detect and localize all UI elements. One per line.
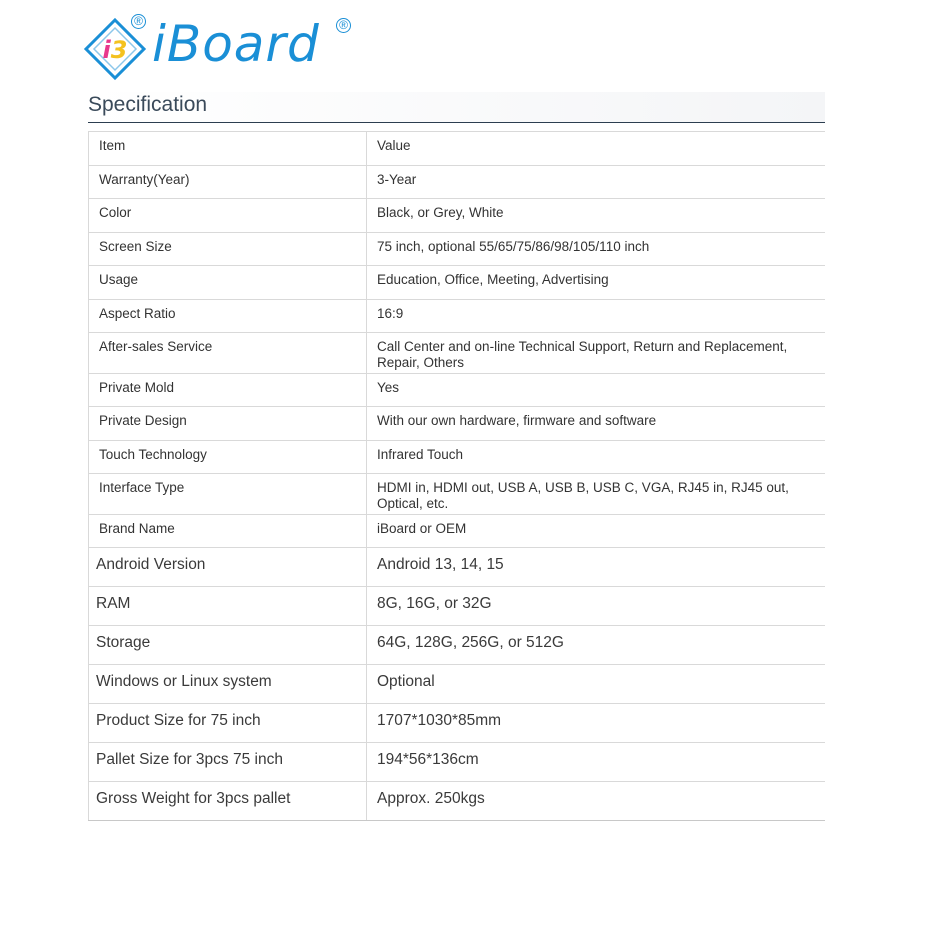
row-item: Private Design — [89, 407, 367, 441]
table-row — [89, 266, 825, 300]
row-value: HDMI in, HDMI out, USB A, USB B, USB C, VGA, RJ45 in, RJ45 out, Optical, etc. — [367, 474, 825, 515]
row-value: Black, or Grey, White — [367, 199, 825, 233]
row-item: RAM — [89, 587, 367, 626]
row-value: iBoard or OEM — [367, 514, 825, 548]
row-value: Approx. 250kgs — [367, 782, 825, 821]
row-value: 194*56*136cm — [367, 743, 825, 782]
section-title: Specification — [88, 93, 208, 116]
row-item: Gross Weight for 3pcs pallet — [89, 782, 367, 821]
row-item: Android Version — [89, 548, 367, 587]
table-row — [89, 232, 825, 266]
brand-name: iBoard — [152, 15, 320, 73]
table-row — [89, 665, 825, 704]
row-value: Education, Office, Meeting, Advertising — [367, 266, 825, 300]
table-row — [89, 407, 825, 441]
row-value: Yes — [367, 373, 825, 407]
row-item: Aspect Ratio — [89, 299, 367, 333]
table-row — [89, 743, 825, 782]
table-row — [89, 587, 825, 626]
row-item: After-sales Service — [89, 333, 367, 374]
spec-table — [88, 131, 825, 821]
table-row — [89, 514, 825, 548]
row-item: Product Size for 75 inch — [89, 704, 367, 743]
table-row — [89, 474, 825, 515]
row-item: Touch Technology — [89, 440, 367, 474]
row-value: Android 13, 14, 15 — [367, 548, 825, 587]
table-row — [89, 373, 825, 407]
table-row — [89, 548, 825, 587]
row-value: Call Center and on-line Technical Support, Return and Replacement, Repair, Others — [367, 333, 825, 374]
row-item: Private Mold — [89, 373, 367, 407]
brand-logo — [82, 12, 362, 82]
row-value: 16:9 — [367, 299, 825, 333]
row-value: 64G, 128G, 256G, or 512G — [367, 626, 825, 665]
row-value: With our own hardware, firmware and software — [367, 407, 825, 441]
table-row — [89, 626, 825, 665]
row-item: Interface Type — [89, 474, 367, 515]
table-row — [89, 165, 825, 199]
row-value: Infrared Touch — [367, 440, 825, 474]
row-item: Storage — [89, 626, 367, 665]
table-row — [89, 199, 825, 233]
table-row — [89, 333, 825, 374]
row-item: Screen Size — [89, 232, 367, 266]
row-item: Windows or Linux system — [89, 665, 367, 704]
row-value: 8G, 16G, or 32G — [367, 587, 825, 626]
table-row — [89, 440, 825, 474]
section-header — [88, 92, 825, 123]
registered-mark: ® — [131, 14, 146, 29]
row-value: 1707*1030*85mm — [367, 704, 825, 743]
table-header-row — [89, 132, 825, 166]
row-item: Warranty(Year) — [89, 165, 367, 199]
registered-mark: ® — [336, 18, 351, 33]
table-row — [89, 704, 825, 743]
row-item: Pallet Size for 3pcs 75 inch — [89, 743, 367, 782]
row-value: Optional — [367, 665, 825, 704]
row-value: 3-Year — [367, 165, 825, 199]
column-header-value: Value — [367, 132, 825, 166]
table-row — [89, 299, 825, 333]
row-value: 75 inch, optional 55/65/75/86/98/105/110 inch — [367, 232, 825, 266]
row-item: Usage — [89, 266, 367, 300]
table-row — [89, 782, 825, 821]
column-header-item: Item — [89, 132, 367, 166]
svg-text:i3: i3 — [102, 36, 128, 64]
row-item: Brand Name — [89, 514, 367, 548]
row-item: Color — [89, 199, 367, 233]
